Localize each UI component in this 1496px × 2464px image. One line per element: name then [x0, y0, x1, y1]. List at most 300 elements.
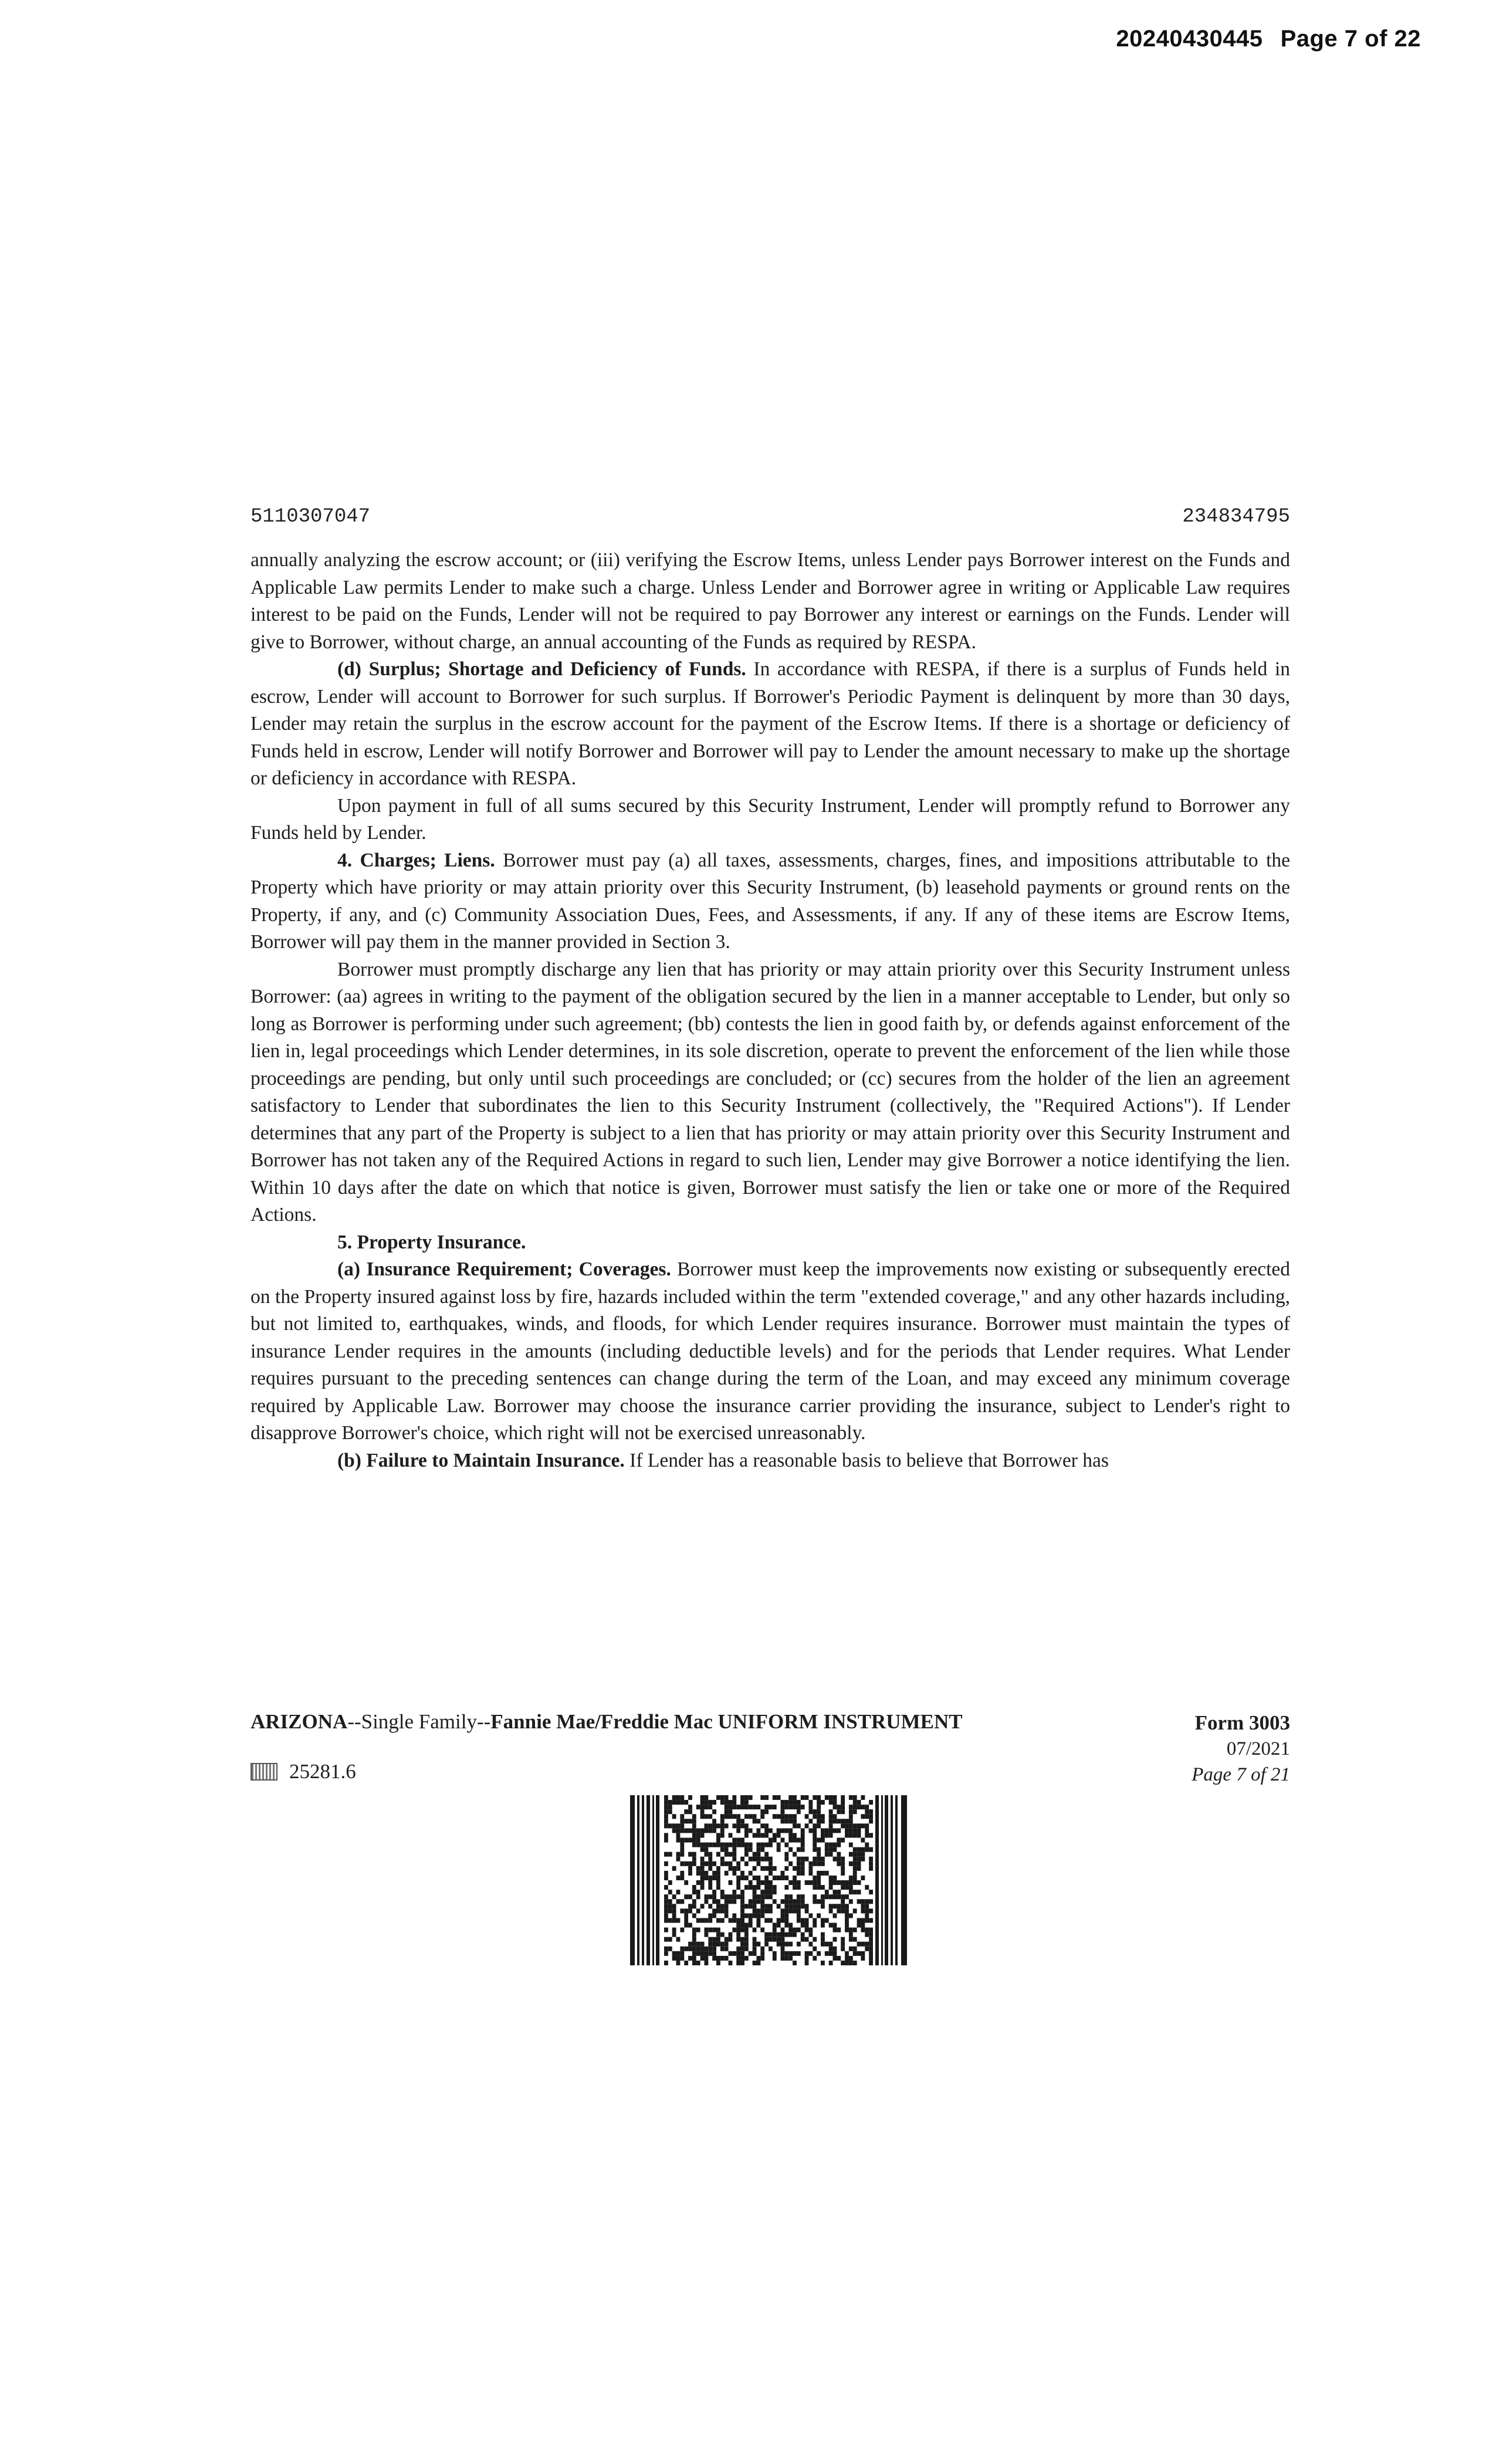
heading-surplus: (d) Surplus; Shortage and Deficiency of Funds.	[337, 658, 746, 680]
barcode-module	[829, 1847, 833, 1852]
barcode-module	[825, 1795, 829, 1800]
barcode-module	[797, 1880, 801, 1885]
barcode-module	[788, 1838, 793, 1843]
barcode-module	[725, 1913, 729, 1918]
barcode-module	[760, 1894, 764, 1899]
barcode-module	[841, 1805, 845, 1809]
paragraph-property-insurance	[251, 1229, 1290, 1257]
barcode-module	[784, 1852, 788, 1857]
barcode-module	[797, 1951, 801, 1956]
barcode-module	[841, 1866, 845, 1871]
barcode-module	[861, 1805, 865, 1809]
barcode-module	[712, 1894, 716, 1899]
barcode-module	[821, 1918, 825, 1923]
barcode-module	[764, 1843, 769, 1847]
barcode-module	[869, 1861, 873, 1866]
barcode-module	[760, 1904, 764, 1908]
barcode-module	[837, 1928, 841, 1932]
form-date: 07/2021	[1226, 1738, 1290, 1759]
barcode-module	[808, 1800, 813, 1805]
barcode-module	[744, 1923, 749, 1928]
barcode-module	[668, 1918, 672, 1923]
barcode-module	[797, 1885, 801, 1890]
barcode-module	[692, 1928, 696, 1932]
barcode-module	[797, 1805, 801, 1809]
barcode-module	[869, 1809, 873, 1814]
barcode-module	[749, 1951, 753, 1956]
barcode-module	[688, 1947, 692, 1951]
barcode-module	[716, 1885, 720, 1890]
barcode-module	[708, 1852, 712, 1857]
barcode-module	[708, 1866, 712, 1871]
barcode-module	[853, 1795, 857, 1800]
barcode-module	[769, 1937, 773, 1942]
barcode-module	[749, 1871, 753, 1876]
barcode-module	[841, 1899, 845, 1904]
barcode-module	[736, 1843, 740, 1847]
barcode-module	[744, 1814, 749, 1819]
barcode-module	[749, 1923, 753, 1928]
barcode-module	[764, 1904, 769, 1908]
barcode-module	[664, 1885, 668, 1890]
barcode-module	[821, 1923, 825, 1928]
barcode-module	[740, 1805, 744, 1809]
barcode-module	[672, 1828, 676, 1833]
barcode-module	[664, 1814, 668, 1819]
barcode-module	[865, 1947, 869, 1951]
barcode-module	[696, 1880, 700, 1885]
barcode-module	[708, 1800, 712, 1805]
barcode-module	[692, 1857, 696, 1861]
barcode-module	[760, 1951, 764, 1956]
barcode-module	[720, 1819, 725, 1823]
barcode-module	[797, 1918, 801, 1923]
barcode-module	[849, 1961, 853, 1965]
barcode-module	[760, 1866, 764, 1871]
barcode-module	[808, 1913, 813, 1918]
barcode-module	[865, 1942, 869, 1947]
barcode-module	[753, 1814, 757, 1819]
barcode-module	[797, 1800, 801, 1805]
barcode-module	[676, 1918, 681, 1923]
barcode-module	[736, 1814, 740, 1819]
barcode-module	[857, 1833, 861, 1837]
barcode-module	[696, 1871, 700, 1876]
barcode-module	[784, 1932, 788, 1937]
barcode-module	[849, 1880, 853, 1885]
barcode-module	[837, 1809, 841, 1814]
barcode-module	[664, 1809, 668, 1814]
barcode-module	[680, 1819, 684, 1823]
barcode-module	[817, 1847, 821, 1852]
barcode-module	[845, 1894, 849, 1899]
barcode-module	[781, 1918, 785, 1923]
barcode-module	[732, 1918, 736, 1923]
barcode-module	[769, 1861, 773, 1866]
barcode-module	[788, 1956, 793, 1961]
barcode-module	[829, 1800, 833, 1805]
barcode-module	[716, 1942, 720, 1947]
barcode-module	[869, 1800, 873, 1805]
barcode-module	[664, 1871, 668, 1876]
barcode-module	[729, 1880, 733, 1885]
barcode-module	[700, 1828, 705, 1833]
barcode-module	[744, 1904, 749, 1908]
barcode-module	[784, 1913, 788, 1918]
barcode-module	[869, 1899, 873, 1904]
paragraph-insurance-requirement	[251, 1256, 1290, 1447]
barcode-module	[696, 1866, 700, 1871]
barcode-module	[716, 1833, 720, 1837]
barcode-module	[749, 1880, 753, 1885]
barcode-module	[712, 1843, 716, 1847]
barcode-module	[793, 1805, 797, 1809]
barcode-module	[680, 1951, 684, 1956]
barcode-module	[845, 1833, 849, 1837]
barcode-module	[784, 1819, 788, 1823]
barcode-module	[793, 1838, 797, 1843]
barcode-module	[732, 1847, 736, 1852]
barcode-module	[668, 1800, 672, 1805]
barcode-module	[808, 1880, 813, 1885]
barcode-module	[760, 1795, 764, 1800]
barcode-module	[849, 1956, 853, 1961]
barcode-module	[813, 1899, 817, 1904]
barcode-module	[732, 1843, 736, 1847]
barcode-module	[788, 1928, 793, 1932]
barcode-module	[684, 1947, 688, 1951]
barcode-module	[801, 1838, 805, 1843]
barcode-module	[853, 1871, 857, 1876]
barcode-module	[865, 1847, 869, 1852]
barcode-module	[720, 1956, 725, 1961]
barcode-module	[756, 1961, 760, 1965]
barcode-module	[664, 1918, 668, 1923]
barcode-module	[788, 1814, 793, 1819]
barcode-module	[841, 1885, 845, 1890]
barcode-module	[788, 1908, 793, 1913]
barcode-module	[801, 1828, 805, 1833]
barcode-module	[680, 1823, 684, 1828]
barcode-module	[797, 1847, 801, 1852]
barcode-module	[797, 1904, 801, 1908]
barcode-module	[784, 1876, 788, 1880]
barcode-module	[672, 1908, 676, 1913]
barcode-module	[817, 1819, 821, 1823]
barcode-module	[749, 1847, 753, 1852]
barcode-module	[688, 1894, 692, 1899]
barcode-module	[773, 1899, 777, 1904]
barcode-module	[700, 1795, 705, 1800]
barcode-module	[680, 1852, 684, 1857]
barcode-module	[740, 1923, 744, 1928]
barcode-module	[664, 1947, 668, 1951]
barcode-module	[756, 1908, 760, 1913]
barcode-module	[865, 1805, 869, 1809]
barcode-module	[821, 1937, 825, 1942]
barcode-module	[720, 1795, 725, 1800]
barcode-module	[784, 1899, 788, 1904]
barcode-module	[760, 1833, 764, 1837]
barcode-module	[716, 1838, 720, 1843]
barcode-module	[777, 1828, 781, 1833]
barcode-module	[764, 1908, 769, 1913]
barcode-module	[817, 1951, 821, 1956]
barcode-module	[692, 1937, 696, 1942]
barcode-module	[720, 1908, 725, 1913]
barcode-module	[692, 1828, 696, 1833]
barcode-module	[684, 1918, 688, 1923]
barcode-module	[825, 1871, 829, 1876]
barcode-module	[773, 1805, 777, 1809]
barcode-module	[740, 1890, 744, 1894]
barcode-module	[729, 1961, 733, 1965]
barcode-module	[808, 1866, 813, 1871]
barcode-module	[829, 1843, 833, 1847]
barcode-module	[865, 1843, 869, 1847]
barcode-module	[712, 1908, 716, 1913]
barcode-module	[829, 1809, 833, 1814]
barcode-module	[753, 1894, 757, 1899]
form-number: Form 3003	[1194, 1711, 1290, 1734]
barcode-module	[764, 1932, 769, 1937]
barcode-module	[853, 1800, 857, 1805]
barcode-module	[736, 1961, 740, 1965]
barcode-module	[764, 1833, 769, 1837]
barcode-module	[853, 1823, 857, 1828]
barcode-module	[756, 1918, 760, 1923]
barcode-module	[720, 1823, 725, 1828]
text-charges-liens: Borrower must pay (a) all taxes, assessments, charges, fines, and impositions attributable to the Property which have priority or may attain priority over this Security Instrument, (b) leasehold payments or ground rents on the Property, if any, and (c) Community Association Dues, Fees, and Assessments, if any. If any of these items are Escrow Items, Borrower will pay them in the manner provided in Section 3.	[251, 849, 1290, 953]
barcode-module	[841, 1942, 845, 1947]
barcode-module	[821, 1904, 825, 1908]
barcode-module	[764, 1823, 769, 1828]
barcode-module	[829, 1923, 833, 1928]
barcode-module	[704, 1805, 708, 1809]
barcode-module	[668, 1823, 672, 1828]
barcode-module	[753, 1961, 757, 1965]
barcode-module	[784, 1857, 788, 1861]
barcode-module	[692, 1932, 696, 1937]
barcode-module	[845, 1956, 849, 1961]
barcode-module	[716, 1843, 720, 1847]
barcode-module	[732, 1852, 736, 1857]
barcode-module	[729, 1809, 733, 1814]
barcode-module	[781, 1819, 785, 1823]
barcode-module	[729, 1937, 733, 1942]
barcode-module	[813, 1947, 817, 1951]
barcode-module	[861, 1928, 865, 1932]
barcode-module	[808, 1928, 813, 1932]
barcode-module	[817, 1876, 821, 1880]
barcode-module	[664, 1894, 668, 1899]
barcode-module	[664, 1876, 668, 1880]
ellie-mae-logo-icon	[251, 1763, 277, 1781]
barcode-module	[680, 1828, 684, 1833]
barcode-module	[777, 1847, 781, 1852]
barcode-module	[725, 1904, 729, 1908]
barcode-module	[729, 1866, 733, 1871]
barcode-module	[837, 1838, 841, 1843]
barcode-module	[788, 1899, 793, 1904]
barcode-module	[740, 1823, 744, 1828]
barcode-module	[861, 1876, 865, 1880]
barcode-module	[684, 1809, 688, 1814]
barcode-module	[696, 1843, 700, 1847]
barcode-module	[732, 1814, 736, 1819]
barcode-module	[821, 1800, 825, 1805]
barcode-module	[664, 1823, 668, 1828]
barcode-module	[704, 1894, 708, 1899]
barcode-module	[708, 1805, 712, 1809]
barcode-module	[801, 1932, 805, 1937]
barcode-module	[841, 1937, 845, 1942]
barcode-module	[684, 1819, 688, 1823]
barcode-module	[725, 1908, 729, 1913]
barcode-module	[813, 1838, 817, 1843]
recording-stamp	[1098, 26, 1421, 52]
barcode-module	[664, 1951, 668, 1956]
barcode-module	[736, 1861, 740, 1866]
barcode-module	[793, 1899, 797, 1904]
barcode-module	[716, 1918, 720, 1923]
barcode-module	[821, 1961, 825, 1965]
barcode-module	[736, 1885, 740, 1890]
barcode-module	[841, 1947, 845, 1951]
barcode-module	[845, 1961, 849, 1965]
barcode-module	[680, 1871, 684, 1876]
barcode-module	[769, 1885, 773, 1890]
barcode-module	[760, 1956, 764, 1961]
barcode-module	[788, 1861, 793, 1866]
barcode-module	[788, 1880, 793, 1885]
barcode-module	[869, 1857, 873, 1861]
barcode-module	[849, 1885, 853, 1890]
barcode-module	[725, 1899, 729, 1904]
barcode-module	[732, 1805, 736, 1809]
barcode-module	[857, 1866, 861, 1871]
barcode-module	[805, 1928, 809, 1932]
barcode-module	[692, 1833, 696, 1837]
barcode-module	[857, 1899, 861, 1904]
barcode-module	[793, 1852, 797, 1857]
barcode-module	[688, 1908, 692, 1913]
barcode-module	[861, 1852, 865, 1857]
barcode-module	[777, 1833, 781, 1837]
barcode-module	[668, 1908, 672, 1913]
barcode-module	[793, 1814, 797, 1819]
barcode-module	[668, 1852, 672, 1857]
barcode-module	[704, 1876, 708, 1880]
barcode-module	[841, 1800, 845, 1805]
barcode-module	[688, 1871, 692, 1876]
barcode-module	[849, 1932, 853, 1937]
barcode-module	[680, 1956, 684, 1961]
barcode-module	[716, 1876, 720, 1880]
barcode-module	[753, 1833, 757, 1837]
barcode-module	[805, 1814, 809, 1819]
barcode-module	[861, 1908, 865, 1913]
barcode-module	[769, 1828, 773, 1833]
barcode-module	[833, 1956, 837, 1961]
barcode-module	[817, 1838, 821, 1843]
barcode-module	[801, 1923, 805, 1928]
barcode-module	[688, 1866, 692, 1871]
barcode-module	[861, 1904, 865, 1908]
barcode-module	[740, 1838, 744, 1843]
barcode-module	[672, 1951, 676, 1956]
barcode-module	[753, 1890, 757, 1894]
barcode-module	[869, 1908, 873, 1913]
barcode-module	[684, 1861, 688, 1866]
barcode-module	[793, 1961, 797, 1965]
paragraph-failure-insurance	[251, 1447, 1290, 1475]
barcode-module	[720, 1904, 725, 1908]
heading-charges-liens: 4. Charges; Liens.	[337, 849, 495, 871]
barcode-module	[833, 1890, 837, 1894]
barcode-module	[753, 1819, 757, 1823]
barcode-module	[777, 1904, 781, 1908]
barcode-module	[712, 1937, 716, 1942]
barcode-module	[808, 1861, 813, 1866]
barcode-module	[732, 1795, 736, 1800]
barcode-module	[744, 1861, 749, 1866]
barcode-module	[744, 1928, 749, 1932]
barcode-module	[793, 1951, 797, 1956]
barcode-module	[817, 1861, 821, 1866]
barcode-module	[749, 1828, 753, 1833]
barcode-module	[833, 1828, 837, 1833]
barcode-module	[793, 1885, 797, 1890]
barcode-module	[797, 1857, 801, 1861]
barcode-module	[784, 1942, 788, 1947]
barcode-module	[849, 1947, 853, 1951]
barcode-module	[849, 1861, 853, 1866]
barcode-module	[736, 1932, 740, 1937]
barcode-module	[853, 1880, 857, 1885]
barcode-module	[680, 1847, 684, 1852]
barcode-module	[725, 1800, 729, 1805]
loan-number: 5110307047	[251, 506, 371, 528]
barcode-module	[808, 1809, 813, 1814]
barcode-module	[861, 1923, 865, 1928]
barcode-module	[857, 1942, 861, 1947]
barcode-module	[716, 1928, 720, 1932]
barcode-module	[801, 1899, 805, 1904]
barcode-module	[777, 1923, 781, 1928]
barcode-module	[829, 1828, 833, 1833]
barcode-module	[712, 1956, 716, 1961]
text-surplus: In accordance with RESPA, if there is a surplus of Funds held in escrow, Lender will account to Borrower for such surplus. If Borrower's Periodic Payment is delinquent by more than 30 days, Lender may retain the surplus in the escrow account for the payment of the Escrow Items. If there is a shortage or deficiency of Funds held in escrow, Lender will notify Borrower and Borrower will pay to Lender the amount necessary to make up the shortage or deficiency in accordance with RESPA.	[251, 658, 1291, 789]
barcode-module	[756, 1885, 760, 1890]
barcode-module	[716, 1908, 720, 1913]
barcode-module	[849, 1890, 853, 1894]
barcode-module	[781, 1871, 785, 1876]
barcode-module	[801, 1847, 805, 1852]
barcode-module	[672, 1904, 676, 1908]
barcode-module	[773, 1876, 777, 1880]
barcode-module	[756, 1819, 760, 1823]
barcode-module	[764, 1809, 769, 1814]
barcode-module	[773, 1885, 777, 1890]
barcode-module	[813, 1885, 817, 1890]
barcode-module	[853, 1961, 857, 1965]
barcode-module	[808, 1932, 813, 1937]
barcode-module	[720, 1800, 725, 1805]
barcode-module	[756, 1880, 760, 1885]
barcode-module	[720, 1932, 725, 1937]
barcode-module	[756, 1923, 760, 1928]
